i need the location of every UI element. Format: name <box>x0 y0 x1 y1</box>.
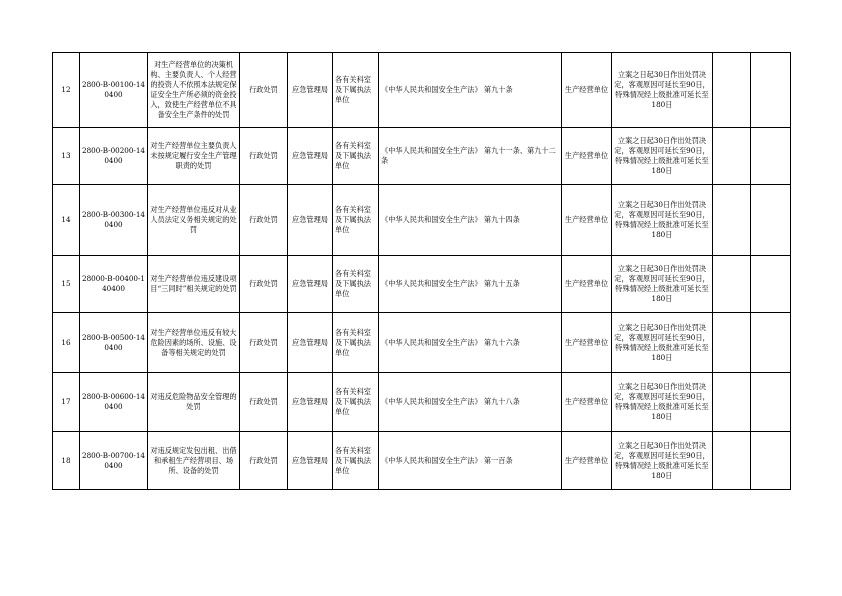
blank-cell-cell <box>751 313 791 373</box>
executing-units-cell: 各有关科室及下属执法单位 <box>333 373 379 432</box>
item-code-cell: 2800-B-00700-140400 <box>80 432 148 490</box>
responsible-department-cell: 应急管理局 <box>288 432 333 490</box>
table-row <box>53 373 791 432</box>
target-object-cell: 生产经营单位 <box>562 313 612 373</box>
row-number-cell: 14 <box>53 185 80 256</box>
item-kind-cell: 行政处罚 <box>240 256 288 313</box>
row-number-cell: 18 <box>53 432 80 490</box>
time-limit-cell: 立案之日起30日作出处罚决定，客观原因可延长至90日，特殊情况经上级批准可延长至180日 <box>612 373 713 432</box>
blank-cell-cell <box>713 128 751 185</box>
item-name-cell: 对违反危险物品安全管理的处罚 <box>148 373 240 432</box>
legal-basis-cell: 《中华人民共和国安全生产法》 第九十四条 <box>379 185 562 256</box>
blank-cell-cell <box>751 373 791 432</box>
table-row <box>53 185 791 256</box>
time-limit-cell: 立案之日起30日作出处罚决定，客观原因可延长至90日，特殊情况经上级批准可延长至180日 <box>612 128 713 185</box>
item-code-cell: 2800-B-00100-140400 <box>80 53 148 128</box>
row-number-cell: 17 <box>53 373 80 432</box>
legal-basis-cell: 《中华人民共和国安全生产法》 第一百条 <box>379 432 562 490</box>
item-kind-cell: 行政处罚 <box>240 432 288 490</box>
blank-cell-cell <box>751 432 791 490</box>
responsible-department-cell: 应急管理局 <box>288 313 333 373</box>
time-limit-cell: 立案之日起30日作出处罚决定，客观原因可延长至90日，特殊情况经上级批准可延长至180日 <box>612 313 713 373</box>
table-row <box>53 432 791 490</box>
item-kind-cell: 行政处罚 <box>240 185 288 256</box>
table-row <box>53 256 791 313</box>
table-row <box>53 128 791 185</box>
time-limit-cell: 立案之日起30日作出处罚决定，客观原因可延长至90日，特殊情况经上级批准可延长至180日 <box>612 53 713 128</box>
legal-basis-cell: 《中华人民共和国安全生产法》 第九十五条 <box>379 256 562 313</box>
item-kind-cell: 行政处罚 <box>240 53 288 128</box>
blank-cell-cell <box>751 185 791 256</box>
item-code-cell: 2800-B-00300-140400 <box>80 185 148 256</box>
blank-cell-cell <box>713 432 751 490</box>
responsible-department-cell: 应急管理局 <box>288 185 333 256</box>
row-number-cell: 16 <box>53 313 80 373</box>
item-name-cell: 对生产经营单位的决策机构、主要负责人、个人经营的投资人不依照本法规定保证安全生产所必须的资金投入，致使生产经营单位不具备安全生产条件的处罚 <box>148 53 240 128</box>
target-object-cell: 生产经营单位 <box>562 128 612 185</box>
legal-basis-cell: 《中华人民共和国安全生产法》 第九十一条、第九十二条 <box>379 128 562 185</box>
row-number-cell: 13 <box>53 128 80 185</box>
time-limit-cell: 立案之日起30日作出处罚决定，客观原因可延长至90日，特殊情况经上级批准可延长至180日 <box>612 185 713 256</box>
target-object-cell: 生产经营单位 <box>562 185 612 256</box>
target-object-cell: 生产经营单位 <box>562 256 612 313</box>
item-kind-cell: 行政处罚 <box>240 373 288 432</box>
blank-cell-cell <box>751 128 791 185</box>
blank-cell-cell <box>713 185 751 256</box>
penalty-items-table <box>52 52 791 490</box>
executing-units-cell: 各有关科室及下属执法单位 <box>333 53 379 128</box>
item-code-cell: 2800-B-00500-140400 <box>80 313 148 373</box>
table-row <box>53 53 791 128</box>
blank-cell-cell <box>713 53 751 128</box>
item-code-cell: 2800-B-00600-140400 <box>80 373 148 432</box>
target-object-cell: 生产经营单位 <box>562 373 612 432</box>
executing-units-cell: 各有关科室及下属执法单位 <box>333 313 379 373</box>
target-object-cell: 生产经营单位 <box>562 53 612 128</box>
blank-cell-cell <box>713 256 751 313</box>
blank-cell-cell <box>751 53 791 128</box>
executing-units-cell: 各有关科室及下属执法单位 <box>333 128 379 185</box>
item-name-cell: 对生产经营单位违反建设项目“三同时”相关规定的处罚 <box>148 256 240 313</box>
legal-basis-cell: 《中华人民共和国安全生产法》 第九十八条 <box>379 373 562 432</box>
item-name-cell: 对生产经营单位主要负责人未按规定履行安全生产管理职责的处罚 <box>148 128 240 185</box>
item-name-cell: 对生产经营单位违反对从业人员法定义务相关规定的处罚 <box>148 185 240 256</box>
responsible-department-cell: 应急管理局 <box>288 128 333 185</box>
executing-units-cell: 各有关科室及下属执法单位 <box>333 432 379 490</box>
blank-cell-cell <box>751 256 791 313</box>
table-row <box>53 313 791 373</box>
item-kind-cell: 行政处罚 <box>240 313 288 373</box>
responsible-department-cell: 应急管理局 <box>288 256 333 313</box>
time-limit-cell: 立案之日起30日作出处罚决定，客观原因可延长至90日，特殊情况经上级批准可延长至180日 <box>612 256 713 313</box>
item-kind-cell: 行政处罚 <box>240 128 288 185</box>
row-number-cell: 15 <box>53 256 80 313</box>
legal-basis-cell: 《中华人民共和国安全生产法》 第九十条 <box>379 53 562 128</box>
time-limit-cell: 立案之日起30日作出处罚决定，客观原因可延长至90日，特殊情况经上级批准可延长至180日 <box>612 432 713 490</box>
table-body <box>53 53 791 490</box>
blank-cell-cell <box>713 373 751 432</box>
item-name-cell: 对违反规定发包出租、出借和承租生产经营项目、场所、设备的处罚 <box>148 432 240 490</box>
item-code-cell: 2800-B-00200-140400 <box>80 128 148 185</box>
blank-cell-cell <box>713 313 751 373</box>
responsible-department-cell: 应急管理局 <box>288 373 333 432</box>
executing-units-cell: 各有关科室及下属执法单位 <box>333 256 379 313</box>
item-code-cell: 28000-B-00400-140400 <box>80 256 148 313</box>
responsible-department-cell: 应急管理局 <box>288 53 333 128</box>
item-name-cell: 对生产经营单位违反有较大危险因素的场所、设施、设备等相关规定的处罚 <box>148 313 240 373</box>
executing-units-cell: 各有关科室及下属执法单位 <box>333 185 379 256</box>
legal-basis-cell: 《中华人民共和国安全生产法》 第九十六条 <box>379 313 562 373</box>
target-object-cell: 生产经营单位 <box>562 432 612 490</box>
row-number-cell: 12 <box>53 53 80 128</box>
